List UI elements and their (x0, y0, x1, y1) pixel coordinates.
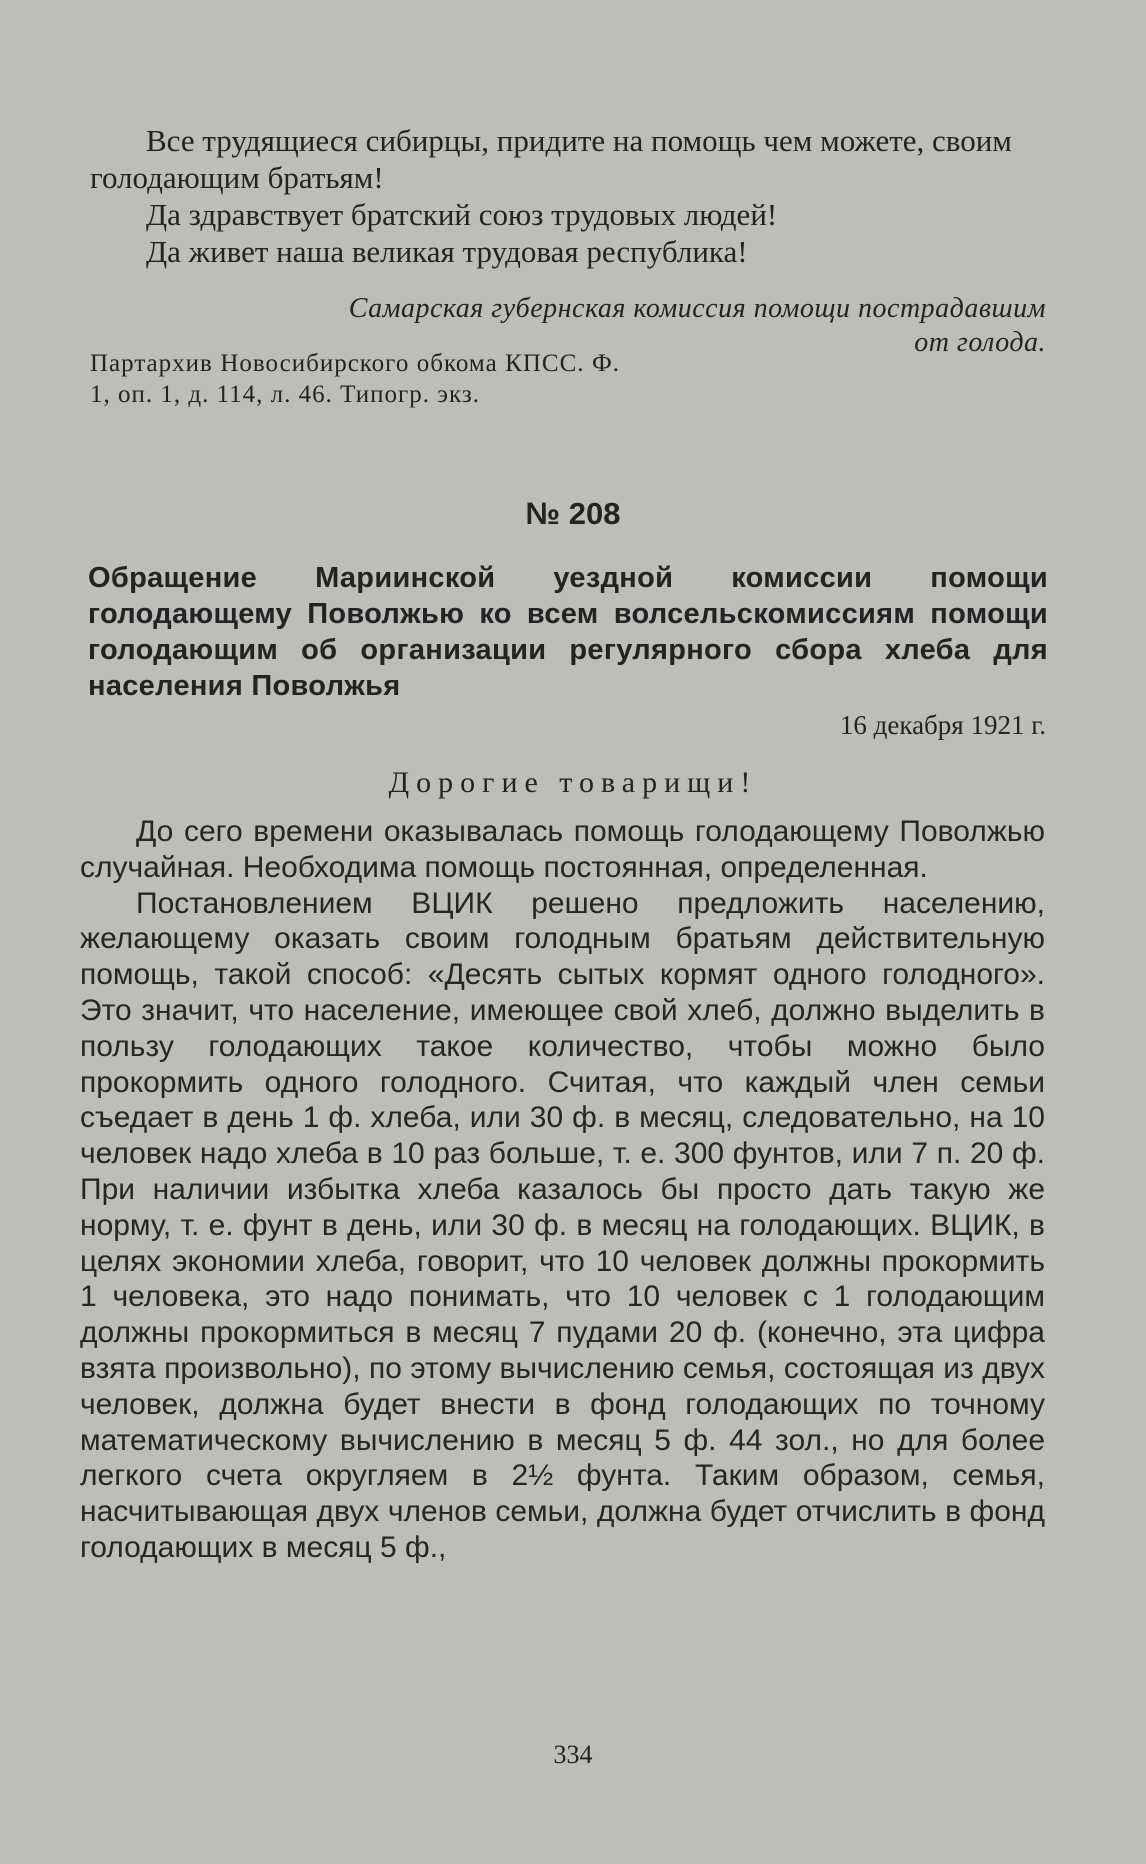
document-body (80, 814, 1045, 1566)
body-paragraph-1: До сего времени оказывалась помощь голодающему Поволжью случайная. Необходима помощь постоянная, определенная. (80, 815, 1045, 884)
archive-reference: Партархив Новосибирского обкома КПСС. Ф. 1, оп. 1, д. 114, л. 46. Типогр. экз. (90, 350, 620, 408)
intro-line-3: Да живет наша великая трудовая республика! (146, 234, 748, 269)
page-number: 334 (553, 1740, 593, 1769)
body-paragraph-2: Постановлением ВЦИК решено предложить населению, желающему оказать своим голодным братьям действительную помощь, такой способ: «Десять сытых кормят одного голодного». Это значит, что население, имеющее свой хлеб, должно выделить в пользу голодающих такое количество, чтобы можно было прокормить одного голодного. Считая, что каждый член семьи съедает в день 1 ф. хлеба, или 30 ф. в месяц, следовательно, на 10 человек надо хлеба в 10 раз больше, т. е. 300 фунтов, или 7 п. 20 ф. При наличии избытка хлеба казалось бы просто дать такую же норму, т. е. фунт в день, или 30 ф. в месяц на голодающих. ВЦИК, в целях экономии хлеба, говорит, что 10 человек должны прокормить 1 человека, это надо понимать, что 10 человек с 1 голодающим должны прокормиться в месяц 7 пудами 20 ф. (конечно, эта цифра взята произвольно), по этому вычислению семья, состоящая из двух человек, должна будет внести в фонд голодающих по точному математическому вычислению в месяц 5 ф. 44 зол., но для более легкого счета округляем в 2½ фунта. Таким образом, семья, насчитывающая двух членов семьи, должна будет отчислить в фонд голодающих в месяц 5 ф., (80, 886, 1045, 1564)
document-number: № 208 (525, 496, 621, 531)
greeting: Дорогие товарищи! (388, 766, 758, 799)
intro-line-2: Да здравствует братский союз трудовых людей! (146, 197, 778, 232)
document-date: 16 декабря 1921 г. (839, 710, 1046, 740)
document-title: Обращение Мариинской уездной комиссии помощи голодающему Поволжью ко всем волсельскомиссиям помощи голодающим об организации регулярного сбора хлеба для населения Поволжья (88, 562, 1048, 702)
intro-line-1: Все трудящиеся сибирцы, придите на помощь чем можете, своим голодающим братьям! (90, 123, 1012, 195)
signature: Самарская губернская комиссия помощи пострадавшим от голода. (348, 293, 1046, 358)
